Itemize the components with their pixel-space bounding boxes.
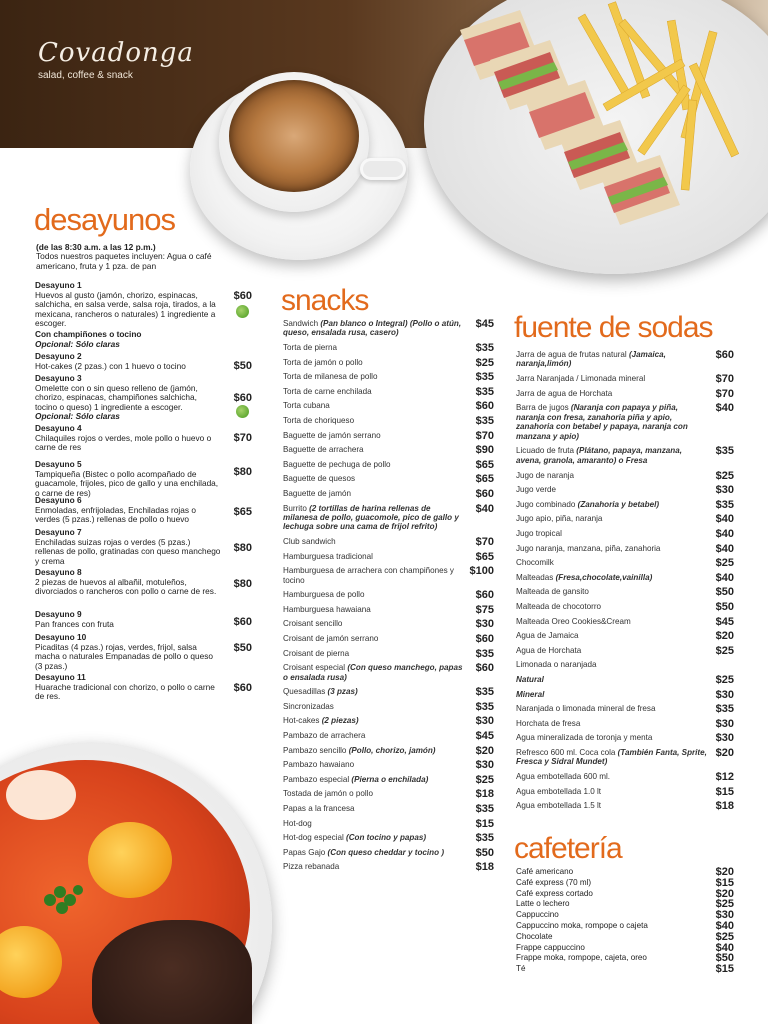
soda-item-extra: Natural xyxy=(516,675,544,684)
snack-item-name: Baguette de jamón serrano xyxy=(283,430,381,440)
snack-item-extra: (2 tortillas de harina rellenas de milanesa de pollo, guacomole, pico de gallo y lechuga sobre una cama de frijol refrito) xyxy=(283,503,459,532)
soda-item-price: $35 xyxy=(715,703,734,716)
snack-item-name: Papas a la francesa xyxy=(283,804,355,813)
soda-item-price: $20 xyxy=(715,630,734,643)
soda-item xyxy=(516,514,708,523)
snack-item-name: Torta de milanesa de pollo xyxy=(283,372,378,382)
coffee-item-price: $25 xyxy=(715,930,734,943)
breakfast-item-description: Tampiqueña (Bistec o pollo acompañado de guacamole, frijoles, pico de gallo y una enchilada, o carne de res) xyxy=(35,468,219,498)
fuente-title: fuente de sodas xyxy=(514,311,713,344)
snack-item-extra: (Pollo, chorizo, jamón) xyxy=(348,745,436,755)
snack-item xyxy=(283,401,465,410)
soda-item xyxy=(516,446,708,465)
soda-item-name: Jugo naranja, manzana, piña, zanahoria xyxy=(516,543,661,553)
soda-item-name: Jarra de agua de Horchata xyxy=(516,388,613,398)
coffee-cup-handle-image xyxy=(360,158,406,180)
coffee-item-price: $15 xyxy=(715,963,734,976)
snack-item xyxy=(283,634,465,643)
soda-item-name: Agua embotellada 600 ml. xyxy=(516,772,611,782)
snack-item-name: Tostada de jamón o pollo xyxy=(283,789,373,799)
soda-item-name: Malteadas xyxy=(516,572,556,582)
snack-item-name: Pambazo hawaiano xyxy=(283,760,355,770)
soda-item-extra: (Zanahoria y betabel) xyxy=(577,499,660,509)
soda-item xyxy=(516,617,708,626)
breakfast-item-price: $50 xyxy=(233,360,252,372)
soda-item-name: Jarra de agua de frutas natural xyxy=(516,350,629,359)
snack-item xyxy=(283,537,465,546)
snack-item-price: $70 xyxy=(475,536,494,548)
soda-item-name: Chocomilk xyxy=(516,558,554,568)
soda-item xyxy=(516,374,708,383)
snack-item-name: Club sandwich xyxy=(283,537,336,546)
snack-item-name: Pambazo sencillo xyxy=(283,745,349,755)
desayunos-title: desayunos xyxy=(34,202,175,237)
soda-item xyxy=(516,704,708,713)
breakfast-item-option: Opcional: Sólo claras xyxy=(35,338,120,349)
brand-tagline: salad, coffee & snack xyxy=(38,70,133,81)
soda-item xyxy=(516,733,708,742)
soda-item-extra: (Plátano, papaya, manzana, avena, granola, amaranto) o Fresa xyxy=(516,446,682,465)
breakfast-item-name: Desayuno 1 xyxy=(35,280,82,290)
snack-item-extra: (Con tocino y papas) xyxy=(346,833,427,843)
snack-item xyxy=(283,649,465,658)
snack-item-price: $65 xyxy=(475,473,494,486)
snack-item-price: $70 xyxy=(475,429,494,442)
soda-item-price: $25 xyxy=(715,644,734,657)
snack-item-price: $50 xyxy=(475,846,494,859)
snack-item-extra: (3 pzas) xyxy=(327,687,358,697)
coffee-item-price: $30 xyxy=(715,909,734,922)
soda-item-price: $30 xyxy=(715,688,734,701)
snack-item-price: $18 xyxy=(475,788,494,801)
vegetarian-icon xyxy=(236,305,249,318)
snack-item-price: $60 xyxy=(475,589,494,602)
breakfast-item-description: Huevos al gusto (jamón, chorizo, espinacas, salchicha, en salsa verde, salsa roja, tirados, a la mexicana, rancheros o naturales) 1 ingrediente a escoger. xyxy=(35,289,216,329)
snack-item-price: $35 xyxy=(475,342,494,354)
snack-item-name: Torta cubana xyxy=(283,401,330,411)
snack-item xyxy=(283,702,465,711)
snack-item-price: $60 xyxy=(475,400,494,413)
soda-item-price: $60 xyxy=(715,349,734,361)
soda-item-price: $25 xyxy=(715,674,734,686)
cafeteria-title: cafetería xyxy=(514,832,622,865)
soda-item-name: Licuado de fruta xyxy=(516,446,577,456)
soda-item-price: $45 xyxy=(715,615,734,628)
breakfast-item xyxy=(35,281,221,329)
snack-item-price: $65 xyxy=(475,458,494,471)
egg-white-image xyxy=(6,770,76,820)
soda-item-price: $12 xyxy=(715,771,734,784)
coffee-item: Cappuccino xyxy=(516,910,559,920)
breakfast-item-option: Opcional: Sólo claras xyxy=(35,411,120,422)
breakfast-item xyxy=(35,528,221,566)
soda-item xyxy=(516,403,708,441)
breakfast-item-price: $60 xyxy=(233,392,252,404)
snack-item-price: $35 xyxy=(475,415,494,427)
snack-item-price: $60 xyxy=(475,633,494,645)
soda-item-price: $20 xyxy=(715,747,734,759)
breakfast-item-price: $60 xyxy=(233,616,252,628)
snack-item xyxy=(283,431,465,440)
coffee-item: Chocolate xyxy=(516,931,553,941)
coffee-item-price: $40 xyxy=(715,920,734,932)
snack-item xyxy=(283,804,465,813)
snack-item xyxy=(283,746,465,755)
snack-item-price: $90 xyxy=(475,444,494,457)
soda-item-price: $25 xyxy=(715,469,734,482)
soda-item-price: $25 xyxy=(715,557,734,570)
soda-item-name: Agua embotellada 1.0 lt xyxy=(516,786,602,796)
soda-item-extra: (Naranja con papaya y piña, naranja con fresa, zanahoria piña y apio, zanahoria con betabel y papaya, naranja con manzana y apio) xyxy=(516,403,688,441)
soda-item xyxy=(516,675,708,684)
soda-item-extra: (Fresa,chocolate,vainilla) xyxy=(555,572,653,582)
soda-item-name: Agua mineralizada de toronja y menta xyxy=(516,733,653,743)
snack-item-name: Hamburguesa hawaiana xyxy=(283,604,371,614)
breakfast-item xyxy=(35,496,221,525)
soda-item xyxy=(516,719,708,728)
breakfast-item xyxy=(35,460,221,498)
soda-item-price: $70 xyxy=(715,387,734,400)
breakfast-item-name: Desayuno 9 xyxy=(35,609,82,619)
breakfast-item xyxy=(35,568,221,597)
soda-item-name: Jarra Naranjada / Limonada mineral xyxy=(516,374,646,384)
soda-item-price: $30 xyxy=(715,732,734,745)
snack-item-name: Hot-dog xyxy=(283,818,312,828)
soda-item-extra: (Jamaica, naranja,limón) xyxy=(516,350,666,369)
soda-item-price: $15 xyxy=(715,785,734,798)
brand xyxy=(38,38,194,81)
breakfast-item-description: Omelette con o sin queso relleno de (jamón, chorizo, espinacas, champiñones salchicha, tocino o queso) 1 ingrediente a escoger. xyxy=(35,382,198,412)
breakfast-item xyxy=(35,352,221,371)
breakfast-item-name: Desayuno 3 xyxy=(35,373,82,383)
coffee-item: Cappuccino moka, rompope o cajeta xyxy=(516,921,648,930)
snack-item-name: Sincronizadas xyxy=(283,701,334,711)
breakfast-item-price: $80 xyxy=(233,578,252,590)
soda-item-name: Malteada Oreo Cookies&Cream xyxy=(516,616,631,626)
breakfast-item-description: Pan frances con fruta xyxy=(35,618,114,629)
snack-item xyxy=(283,504,465,532)
snack-item xyxy=(283,789,465,798)
snack-item-price: $30 xyxy=(475,618,494,631)
soda-item xyxy=(516,471,708,480)
breakfast-item-description: Enmoladas, enfrijoladas, Enchiladas rojas o verdes (5 pzas.) rellenas de pollo o huevo xyxy=(35,504,196,525)
snack-item-price: $25 xyxy=(475,356,494,369)
soda-item-name: Jugo verde xyxy=(516,485,557,495)
soda-item-price: $40 xyxy=(715,542,734,555)
snack-item-name: Torta de choriqueso xyxy=(283,416,355,425)
soda-item xyxy=(516,690,708,699)
snack-item xyxy=(283,416,465,425)
snack-item-name: Croisant de pierna xyxy=(283,648,350,658)
snack-item-price: $60 xyxy=(475,662,494,675)
soda-item-name: Malteada de chocotorro xyxy=(516,602,602,611)
soda-item xyxy=(516,500,708,509)
soda-item xyxy=(516,529,708,538)
soda-item-name: Jugo tropical xyxy=(516,529,562,538)
snack-item xyxy=(283,760,465,769)
snack-item xyxy=(283,358,465,367)
snack-item-name: Baguette de pechuga de pollo xyxy=(283,459,391,469)
soda-item xyxy=(516,801,708,810)
soda-item-extra: (También Fanta, Sprite, Fresca y Sidral Mundet) xyxy=(516,748,707,767)
breakfast-item-price: $60 xyxy=(233,290,252,302)
snack-item-name: Hot-dog especial xyxy=(283,833,346,843)
soda-item-name: Horchata de fresa xyxy=(516,718,581,728)
coffee-item-price: $20 xyxy=(715,887,734,900)
breakfast-item-price: $65 xyxy=(233,506,252,518)
coffee-item: Frappe moka, rompope, cajeta, oreo xyxy=(516,953,647,963)
snack-item-name: Papas Gajo xyxy=(283,847,328,857)
soda-item-price: $30 xyxy=(715,484,734,497)
breakfast-item xyxy=(35,374,221,422)
coffee-item: Café americano xyxy=(516,867,574,876)
snack-item xyxy=(283,663,465,682)
snack-item-price: $20 xyxy=(475,744,494,757)
snack-item xyxy=(283,460,465,469)
soda-item-name: Malteada de gansito xyxy=(516,587,589,597)
breakfast-item-name: Desayuno 4 xyxy=(35,423,82,433)
coffee-item: Té xyxy=(516,964,526,974)
snack-item xyxy=(283,474,465,483)
snack-item-price: $65 xyxy=(475,550,494,563)
desayunos-note: Todos nuestros paquetes incluyen: Agua o café americano, fruta y 1 pza. de pan xyxy=(36,251,212,271)
snack-item-price: $30 xyxy=(475,759,494,772)
snack-item-extra: (Con queso cheddar y tocino ) xyxy=(327,847,445,857)
soda-item-price: $50 xyxy=(715,601,734,613)
breakfast-item-name: Desayuno 10 xyxy=(35,632,87,642)
breakfast-item-price: $70 xyxy=(233,432,252,444)
snack-item-name: Croisant especial xyxy=(283,663,348,673)
snack-item xyxy=(283,775,465,784)
soda-item-price: $40 xyxy=(715,528,734,540)
snack-item xyxy=(283,862,465,871)
snack-item-name: Hot-cakes xyxy=(283,716,322,726)
coffee-item-price: $20 xyxy=(715,866,734,878)
coffee-item: Latte o lechero xyxy=(516,899,570,909)
snack-item-price: $60 xyxy=(475,488,494,500)
soda-item xyxy=(516,748,708,767)
snack-item-price: $45 xyxy=(475,318,494,330)
soda-item-name: Refresco 600 ml. Coca cola xyxy=(516,748,618,757)
snack-item-name: Pizza rebanada xyxy=(283,862,340,872)
snack-item-price: $35 xyxy=(475,686,494,699)
snack-item-price: $40 xyxy=(475,502,494,515)
snack-item-name: Pambazo especial xyxy=(283,774,352,784)
soda-item-price: $40 xyxy=(715,402,734,415)
breakfast-item-description: Hot-cakes (2 pzas.) con 1 huevo o tocino xyxy=(35,360,186,371)
snack-item xyxy=(283,489,465,498)
snack-item-name: Torta de pierna xyxy=(283,343,337,352)
soda-item-name: Limonada o naranjada xyxy=(516,660,597,670)
brand-name: Covadonga xyxy=(38,38,194,68)
soda-item-price: $70 xyxy=(715,373,734,386)
breakfast-item-description: Huarache tradicional con chorizo, o pollo o carne de res. xyxy=(35,681,215,702)
breakfast-item-price: $60 xyxy=(233,682,252,694)
snack-item-name: Quesadillas xyxy=(283,687,328,697)
snack-item xyxy=(283,343,465,352)
snack-item xyxy=(283,372,465,381)
snack-item xyxy=(283,687,465,696)
breakfast-item-name: Desayuno 11 xyxy=(35,672,86,682)
breakfast-item-description: Enchiladas suizas rojas o verdes (5 pzas.) rellenas de pollo, gratinadas con queso manchego y crema xyxy=(35,536,221,566)
breakfast-item-description: Picaditas (4 pzas.) rojas, verdes, frijol, salsa macha o naturales Empanadas de pollo o queso (3 pzas.) xyxy=(35,641,214,671)
breakfast-item-description: Chilaquiles rojos o verdes, mole pollo o huevo o carne de res xyxy=(35,432,212,453)
coffee-image xyxy=(229,80,359,192)
snack-item-name: Croisant sencillo xyxy=(283,619,343,629)
coffee-item-price: $15 xyxy=(715,876,734,889)
soda-item-price: $40 xyxy=(715,513,734,526)
snack-item-price: $100 xyxy=(469,565,494,578)
snack-item-price: $35 xyxy=(475,803,494,815)
breakfast-item-description: 2 piezas de huevos al albañil, motuleños, divorciados o rancheros con pollo o carne de res. xyxy=(35,576,217,597)
soda-item xyxy=(516,350,708,369)
vegetarian-icon xyxy=(236,405,249,418)
snack-item-price: $35 xyxy=(475,385,494,398)
snack-item-name: Torta de jamón o pollo xyxy=(283,357,363,367)
snack-item-name: Burrito xyxy=(283,503,310,513)
soda-item-name: Barra de jugos xyxy=(516,403,571,413)
breakfast-item-price: $50 xyxy=(233,642,252,654)
snack-item-name: Sandwich xyxy=(283,319,321,328)
snack-item-price: $75 xyxy=(475,603,494,616)
snack-item-name: Hamburguesa tradicional xyxy=(283,551,373,561)
soda-item-name: Agua embotellada 1.5 lt xyxy=(516,801,602,811)
soda-item-name: Jugo apio, piña, naranja xyxy=(516,514,603,524)
soda-item xyxy=(516,544,708,553)
soda-item xyxy=(516,646,708,655)
breakfast-item xyxy=(35,610,221,629)
breakfast-item xyxy=(35,330,221,349)
snacks-title: snacks xyxy=(281,284,369,317)
soda-item-price: $50 xyxy=(715,586,734,599)
soda-item-price: $18 xyxy=(715,800,734,813)
coffee-item-price: $40 xyxy=(715,941,734,954)
breakfast-item-price: $80 xyxy=(233,466,252,478)
snack-item xyxy=(283,590,465,599)
soda-item xyxy=(516,787,708,796)
refried-beans-image xyxy=(92,920,252,1024)
breakfast-item-price: $80 xyxy=(233,542,252,554)
snack-item-price: $15 xyxy=(475,817,494,830)
coffee-item: Frappe cappuccino xyxy=(516,942,585,952)
snack-item-name: Baguette de arrachera xyxy=(283,445,364,455)
coffee-item-price: $50 xyxy=(715,952,734,965)
soda-item-name: Agua de Horchata xyxy=(516,645,582,655)
soda-item xyxy=(516,631,708,640)
soda-item xyxy=(516,660,708,669)
snack-item-name: Torta de carne enchilada xyxy=(283,386,372,396)
soda-item-name: Jugo combinado xyxy=(516,499,578,509)
snack-item-name: Baguette de quesos xyxy=(283,474,356,484)
snack-item-price: $35 xyxy=(475,371,494,384)
snack-item xyxy=(283,319,465,338)
desayunos-hours: (de las 8:30 a.m. a las 12 p.m.) xyxy=(36,242,156,252)
snack-item-name: Baguette de jamón xyxy=(283,489,351,498)
snack-item xyxy=(283,387,465,396)
snack-item-price: $18 xyxy=(475,861,494,874)
soda-item xyxy=(516,573,708,582)
soda-item-price: $35 xyxy=(715,445,734,458)
snack-item-price: $35 xyxy=(475,700,494,713)
soda-item-name: Naranjada o limonada mineral de fresa xyxy=(516,704,656,714)
breakfast-item-name: Desayuno 6 xyxy=(35,495,82,505)
coffee-item: Café express (70 ml) xyxy=(516,877,592,887)
snack-item-name: Hamburguesa de arrachera con champiñones y tocino xyxy=(283,566,454,585)
cilantro-garnish-image xyxy=(40,880,90,920)
snack-item xyxy=(283,445,465,454)
snack-item xyxy=(283,552,465,561)
sandwich-fries-image xyxy=(450,0,750,250)
snack-item-extra: (Con queso manchego, papas o ensalada rusa) xyxy=(283,663,463,682)
snack-item-extra: (Pierna o enchilada) xyxy=(351,774,429,784)
breakfast-item xyxy=(35,424,221,453)
snack-item-price: $30 xyxy=(475,715,494,728)
soda-item xyxy=(516,772,708,781)
snack-item-name: Croisant de jamón serrano xyxy=(283,634,379,643)
snack-item xyxy=(283,605,465,614)
soda-item xyxy=(516,389,708,398)
coffee-item: Café express cortado xyxy=(516,888,593,898)
coffee-item-price: $25 xyxy=(715,898,734,911)
snack-item xyxy=(283,819,465,828)
soda-item xyxy=(516,602,708,611)
snack-item-price: $35 xyxy=(475,647,494,660)
breakfast-item-name: Desayuno 7 xyxy=(35,527,82,537)
snack-item xyxy=(283,833,465,842)
soda-item-name: Jugo de naranja xyxy=(516,470,575,480)
soda-item-price: $40 xyxy=(715,571,734,584)
snack-item xyxy=(283,848,465,857)
soda-item xyxy=(516,485,708,494)
snack-item-price: $35 xyxy=(475,832,494,845)
breakfast-item-name: Desayuno 5 xyxy=(35,459,82,469)
soda-item-price: $35 xyxy=(715,498,734,511)
egg-yolk-image xyxy=(88,822,172,898)
snack-item xyxy=(283,716,465,725)
soda-item-name: Agua de Jamaica xyxy=(516,631,579,641)
soda-item xyxy=(516,558,708,567)
snack-item-price: $25 xyxy=(475,773,494,786)
snack-item-extra: (2 piezas) xyxy=(321,716,359,726)
breakfast-item-name: Desayuno 8 xyxy=(35,567,82,577)
snack-item xyxy=(283,566,465,585)
breakfast-item-name: Con champiñones o tocino xyxy=(35,329,142,339)
breakfast-item xyxy=(35,633,221,671)
soda-item-extra: Mineral xyxy=(516,689,545,699)
snack-item-extra: (Pan blanco o Integral) (Pollo o atún, queso, ensalada rusa, casero) xyxy=(283,319,462,338)
snack-item-name: Pambazo de arrachera xyxy=(283,731,366,740)
soda-item xyxy=(516,587,708,596)
snack-item-name: Hamburguesa de pollo xyxy=(283,590,365,600)
snack-item xyxy=(283,731,465,740)
soda-item-price: $30 xyxy=(715,717,734,730)
snack-item-price: $45 xyxy=(475,730,494,742)
snack-item xyxy=(283,619,465,628)
breakfast-item-name: Desayuno 2 xyxy=(35,351,82,361)
breakfast-item xyxy=(35,673,221,702)
